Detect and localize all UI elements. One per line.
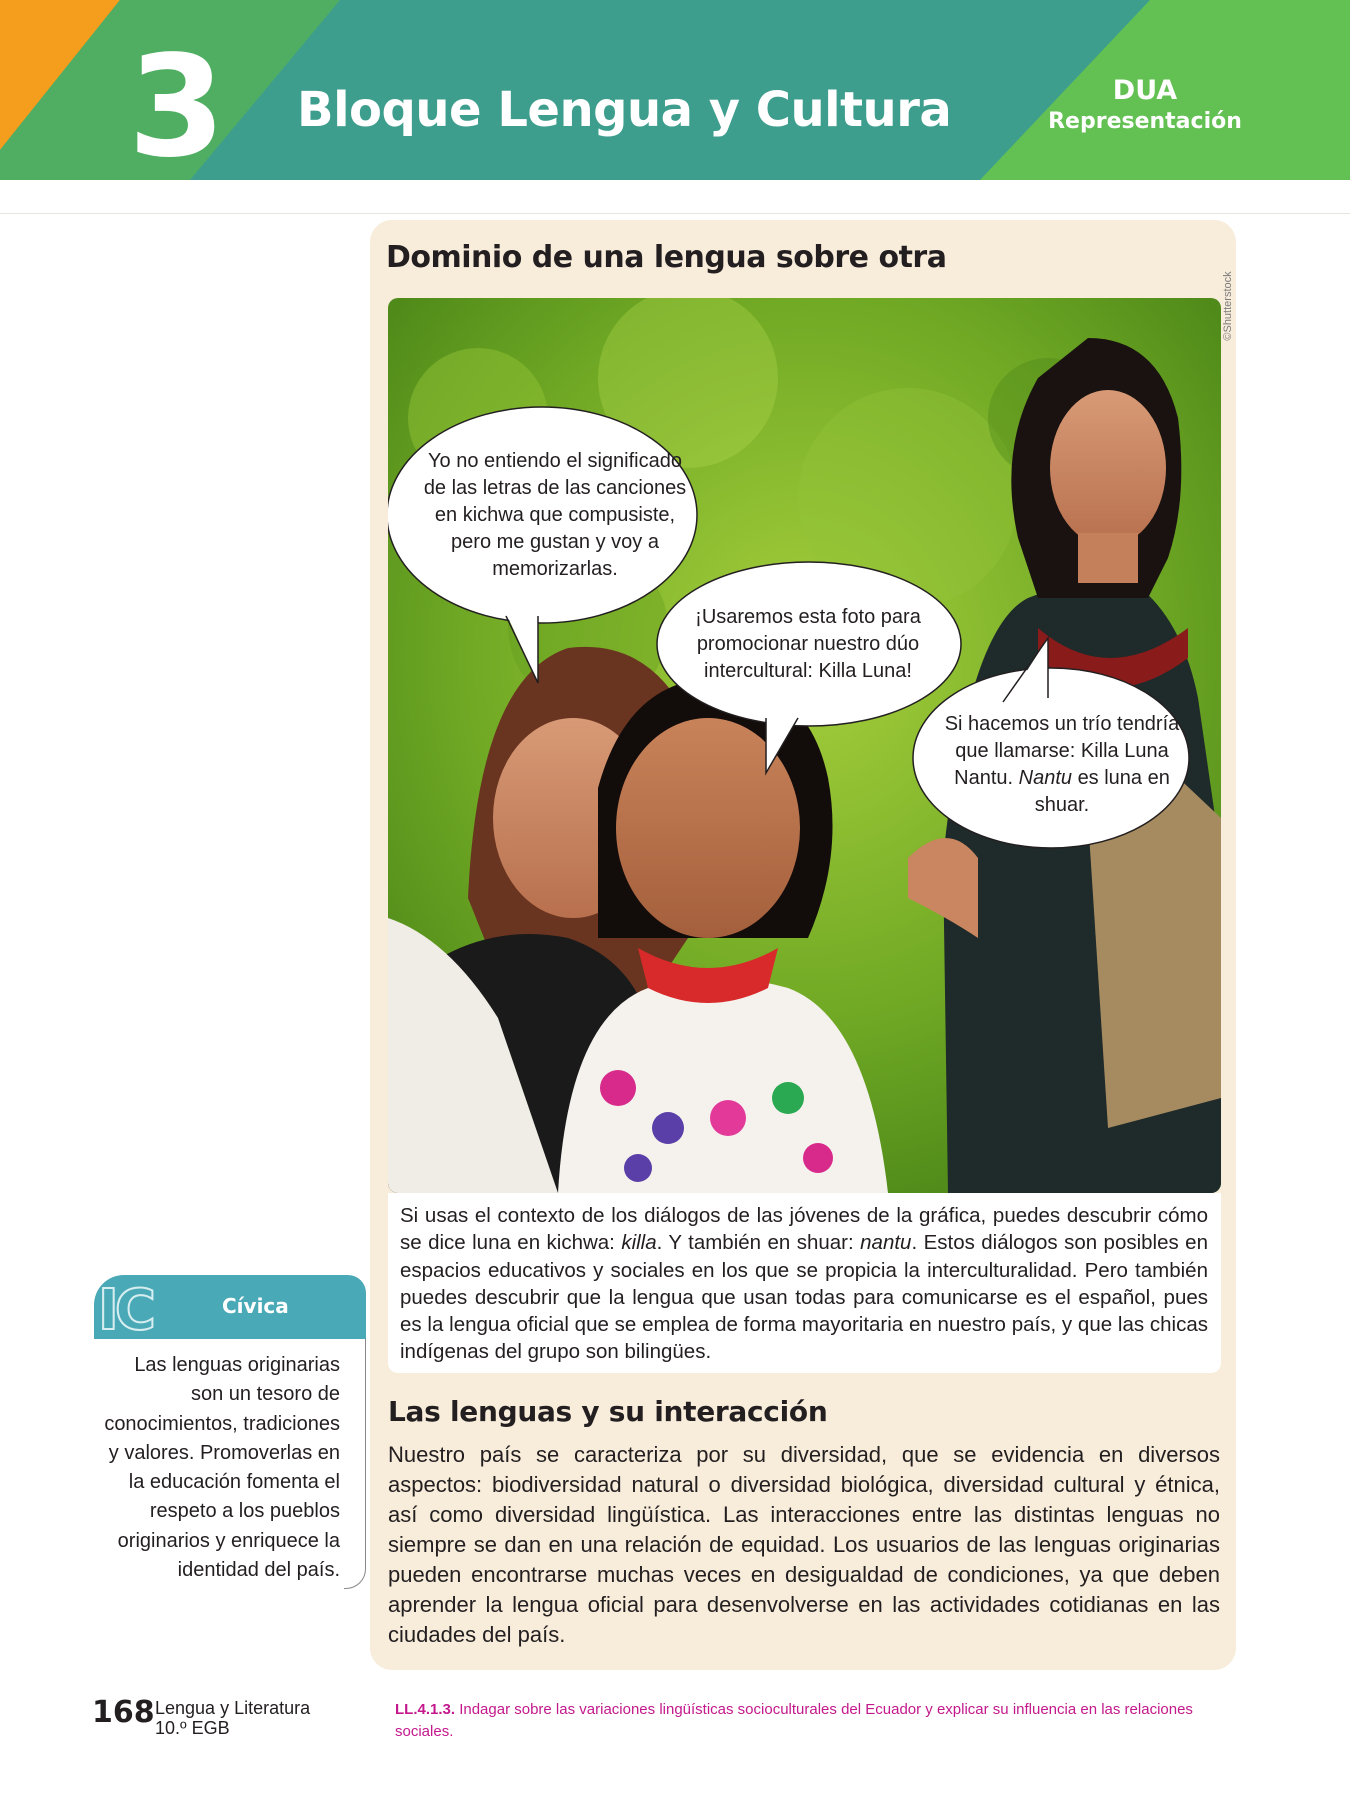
skill-text: Indagar sobre las variaciones lingüísticas socioculturales del Ecuador y explicar su influencia en las relaciones sociales.: [395, 1701, 1193, 1740]
page-number: 168: [92, 1695, 155, 1730]
civica-sidebar: [94, 1275, 366, 1640]
bubble-1-text: Yo no entiendo el significado de las letras de las canciones en kichwa que compusiste, pero me gustan y voy a memorizarlas.: [423, 450, 687, 580]
subsection-body: Nuestro país se caracteriza por su diversidad, que se evidencia en diversos aspectos: biodiversidad natural o diversidad biológica, diversidad cultural y étnica, así como diversidad lingüística. Las interacciones entre las distintas lenguas no siempre se dan en una relación de equidad. Los usuarios de las lenguas originarias pueden encontrarse muchas veces en desigualdad de condiciones, ya que deben aprender la lengua oficial para desenvolverse en las actividades cotidianas en las ciudades del país.: [388, 1442, 1220, 1647]
footer-subject: Lengua y Literatura: [155, 1698, 311, 1718]
civica-border: [344, 1339, 366, 1589]
skill-standard: [395, 1699, 1195, 1743]
bubble-3-text-a: Si hacemos un trío tendría que llamarse: Killa Luna Nantu.: [944, 713, 1180, 789]
caption-emphasis-nantu: nantu: [860, 1231, 912, 1255]
caption-emphasis-killa: killa: [621, 1231, 657, 1255]
unit-number: 3: [128, 26, 226, 180]
civica-label: Cívica: [222, 1294, 289, 1318]
caption-part-2: . Y también en shuar:: [656, 1231, 854, 1255]
civica-text: Las lenguas originarias son un tesoro de conocimientos, tradiciones y valores. Promoverlas en la educación fomenta el respeto a los pueblos originarios y enriquece la identidad del país.: [104, 1354, 340, 1582]
photo-credit: ©Shutterstock: [1222, 271, 1234, 341]
header-divider: [0, 213, 1350, 214]
subsection-title: Las lenguas y su interacción: [388, 1395, 828, 1428]
bubble-3-emphasis: Nantu: [1018, 767, 1072, 789]
bubble-2-text: ¡Usaremos esta foto para promocionar nuestro dúo intercultural: Killa Luna!: [695, 606, 921, 682]
bubble-3-text-b: es luna en shuar.: [1034, 767, 1170, 816]
footer-grade: 10.º EGB: [155, 1718, 230, 1738]
bubble-3-text: [942, 711, 1182, 819]
dua-badge: [1040, 74, 1250, 136]
unit-title: Bloque Lengua y Cultura: [297, 82, 952, 138]
dua-subtitle: Representación: [1048, 109, 1242, 134]
civica-logo-icon: IC: [98, 1278, 152, 1343]
dua-title: DUA: [1112, 75, 1178, 106]
photo-caption: [400, 1202, 1208, 1366]
caption-part-1: Si usas el contexto de los diálogos de las jóvenes de la gráfica, puedes descubrir cómo se dice luna en kichwa:: [400, 1204, 1208, 1255]
skill-code: LL.4.1.3.: [395, 1701, 456, 1718]
unit-header-banner: [0, 0, 1350, 180]
caption-part-3: . Estos diálogos son posibles en espacios educativos y sociales en los que se propicia la interculturalidad. Pero también puedes descubrir que la lengua que usan todas para comunicarse es el español, pues es la lengua oficial que se emplea de forma mayoritaria en nuestro país, y que las chicas indígenas del grupo son bilingües.: [400, 1231, 1208, 1364]
section-title: Dominio de una lengua sobre otra: [386, 240, 947, 275]
